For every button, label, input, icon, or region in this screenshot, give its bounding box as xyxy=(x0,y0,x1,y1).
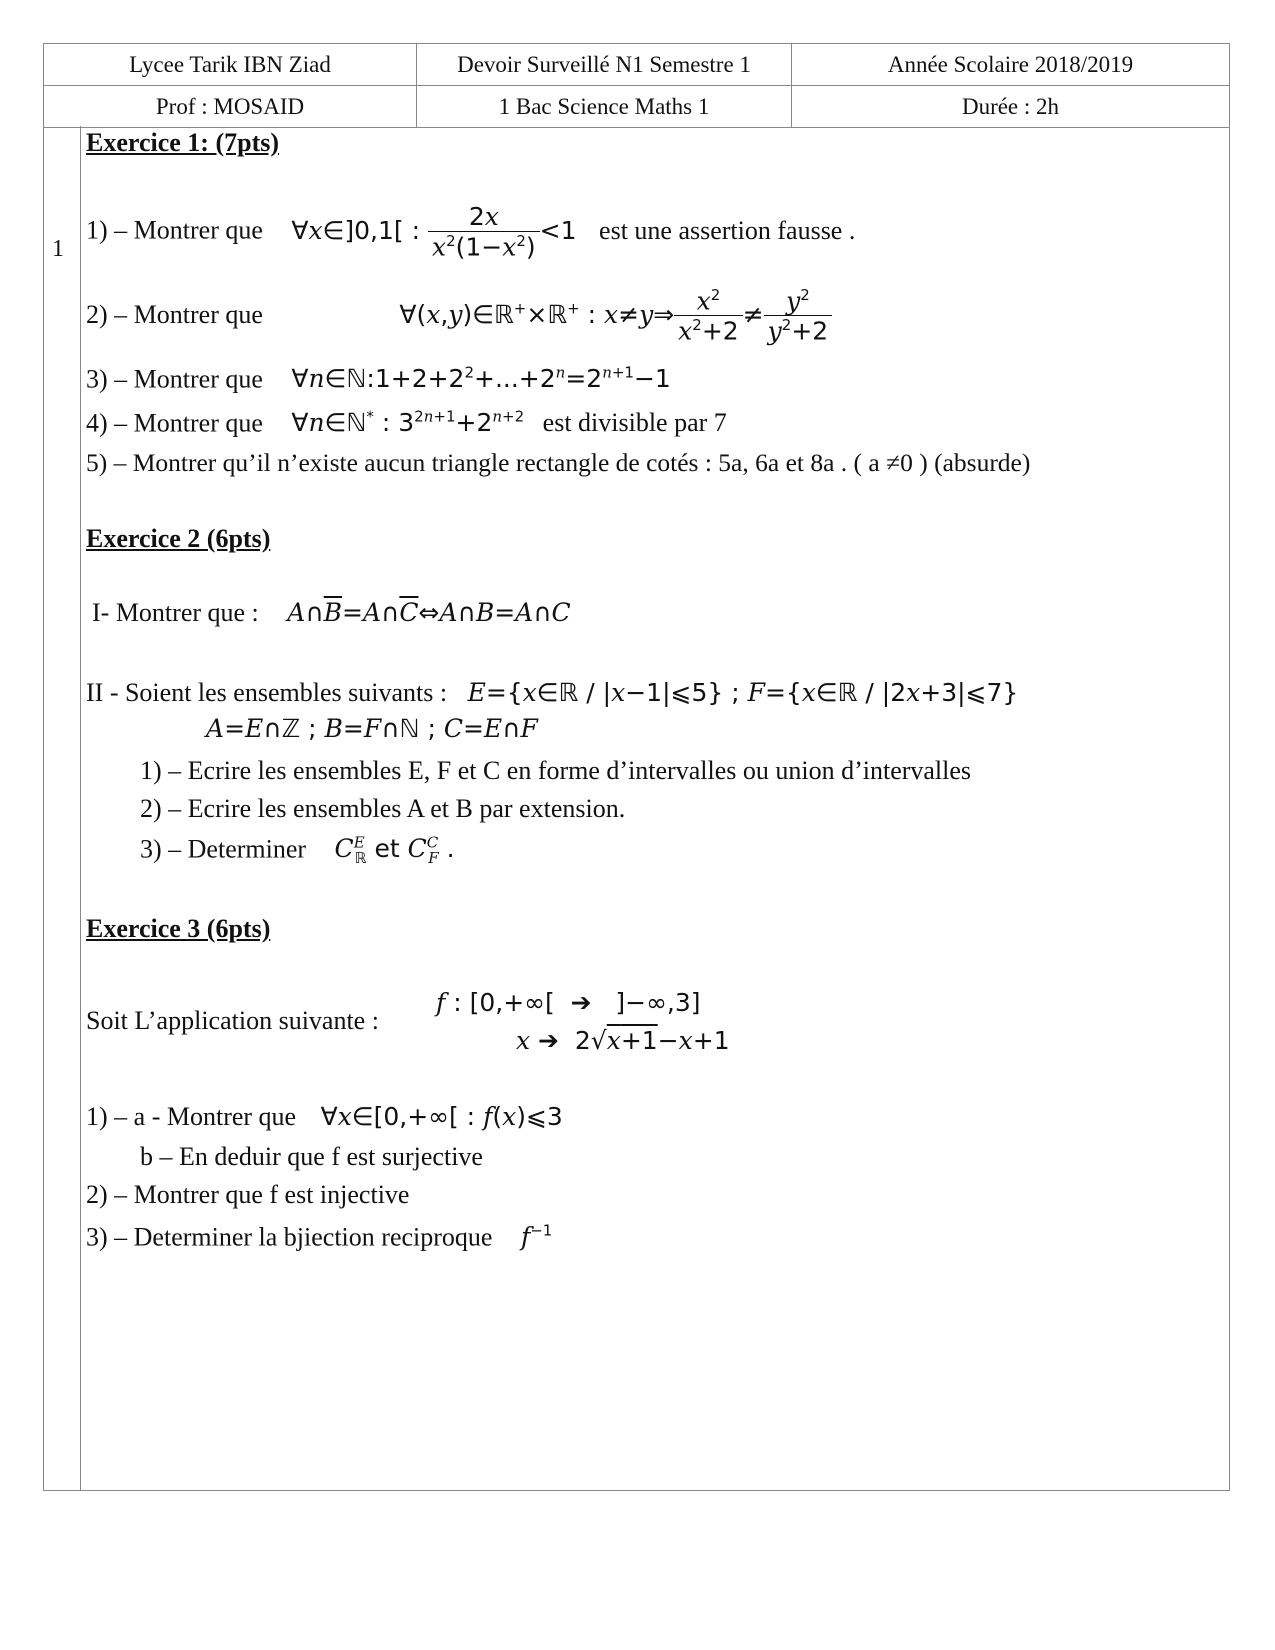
teacher-name: Prof : MOSAID xyxy=(44,86,417,128)
ex1-question-5: 5) – Montrer qu’il n’existe aucun triangle rectangle de cotés : 5a, 6a et 8a . ( a ≠0 ) (absurde) xyxy=(86,448,1031,477)
ex2-q3-formula: $C^E_ℝ$ et $C^C_F$ . xyxy=(334,834,455,868)
ex1-q1-formula: ∀x∈]0,1[ : $\frac{2x}{x^2(1-x^2)}$ <1 xyxy=(291,202,577,262)
ex2-p1-label: I- Montrer que : xyxy=(92,598,259,627)
ex3-function-def-line2: x ➔ 2√x+1−x+1 xyxy=(516,1026,730,1055)
ex3-question-2: 2) – Montrer que f est injective xyxy=(86,1180,410,1209)
ex2-q3-label: 3) – Determiner xyxy=(140,834,307,864)
ex1-question-2 xyxy=(86,286,832,346)
ex1-q2-label: 2) – Montrer que xyxy=(86,299,263,329)
ex2-p2-label: II - Soient les ensembles suivants : xyxy=(86,678,448,707)
exercise-2-title: Exercice 2 (6pts) xyxy=(86,524,271,553)
school-name: Lycee Tarik IBN Ziad xyxy=(44,44,417,86)
margin-column xyxy=(43,126,81,1491)
ex1-q3-label: 3) – Montrer que xyxy=(86,364,263,394)
ex3-q1a-label: 1) – a - Montrer que xyxy=(86,1102,297,1131)
ex2-question-3 xyxy=(140,834,455,867)
ex3-q3-formula: $f^{-1}$ xyxy=(520,1222,553,1252)
ex2-sets-E-F: E={x∈ℝ / |x−1|⩽5} ; F={x∈ℝ / |2x+3|⩽7} xyxy=(467,678,1019,707)
exam-header-table xyxy=(43,43,1230,128)
ex2-sets-A-B-C: A=E∩ℤ ; B=F∩ℕ ; C=E∩F xyxy=(206,714,538,743)
exam-duration: Durée : 2h xyxy=(792,86,1230,128)
ex3-q3-label: 3) – Determiner la bjiection reciproque xyxy=(86,1222,493,1252)
page-number: 1 xyxy=(52,236,64,262)
school-year: Année Scolaire 2018/2019 xyxy=(792,44,1230,86)
ex1-question-3 xyxy=(86,364,671,394)
ex2-question-1: 1) – Ecrire les ensembles E, F et C en forme d’intervalles ou union d’intervalles xyxy=(140,756,972,785)
ex2-part-2 xyxy=(86,678,1018,708)
ex1-q4-end: est divisible par 7 xyxy=(542,408,727,438)
ex3-intro: Soit L’application suivante : xyxy=(86,1006,379,1035)
ex3-function-def-line1: f : [0,+∞[ ➔ ]−∞,3] xyxy=(436,988,701,1017)
ex1-q1-end: est une assertion fausse . xyxy=(599,215,856,245)
ex1-q1-label: 1) – Montrer que xyxy=(86,215,263,245)
ex1-q2-formula: ∀(x,y)∈ℝ+×ℝ+ : x≠y⇒ $\frac{x^2}{x^2+2}$ ≠ $\frac{y^2}{y^2+2}$ xyxy=(399,300,832,329)
ex2-p1-formula: $A\cap\overline{B}=A\cap\overline{C}\Leftrightarrow A\cap B=A\cap C$ xyxy=(287,598,571,627)
exam-title: Devoir Surveillé N1 Semestre 1 xyxy=(417,44,792,86)
ex3-question-1b: b – En deduir que f est surjective xyxy=(140,1142,483,1171)
ex2-question-2: 2) – Ecrire les ensembles A et B par extension. xyxy=(140,794,626,823)
ex3-q1a-formula: ∀x∈[0,+∞[ : f(x)⩽3 xyxy=(320,1102,563,1131)
ex1-q3-formula: $\forall n\in ℕ:1+2+2^2+...+2^n=2^{n+1}-1$ xyxy=(291,364,671,394)
exercise-1-title: Exercice 1: (7pts) xyxy=(86,128,280,157)
ex3-question-3 xyxy=(86,1222,552,1252)
ex1-question-1 xyxy=(86,202,855,261)
ex1-q4-label: 4) – Montrer que xyxy=(86,408,263,438)
class-name: 1 Bac Science Maths 1 xyxy=(417,86,792,128)
ex1-question-4 xyxy=(86,408,727,438)
ex2-part-1 xyxy=(92,598,571,628)
ex3-question-1a xyxy=(86,1102,563,1132)
ex1-q4-formula: ∀n∈ℕ* : $3^{2n+1}+2^{n+2}$ xyxy=(291,408,525,438)
exercise-3-title: Exercice 3 (6pts) xyxy=(86,914,271,943)
